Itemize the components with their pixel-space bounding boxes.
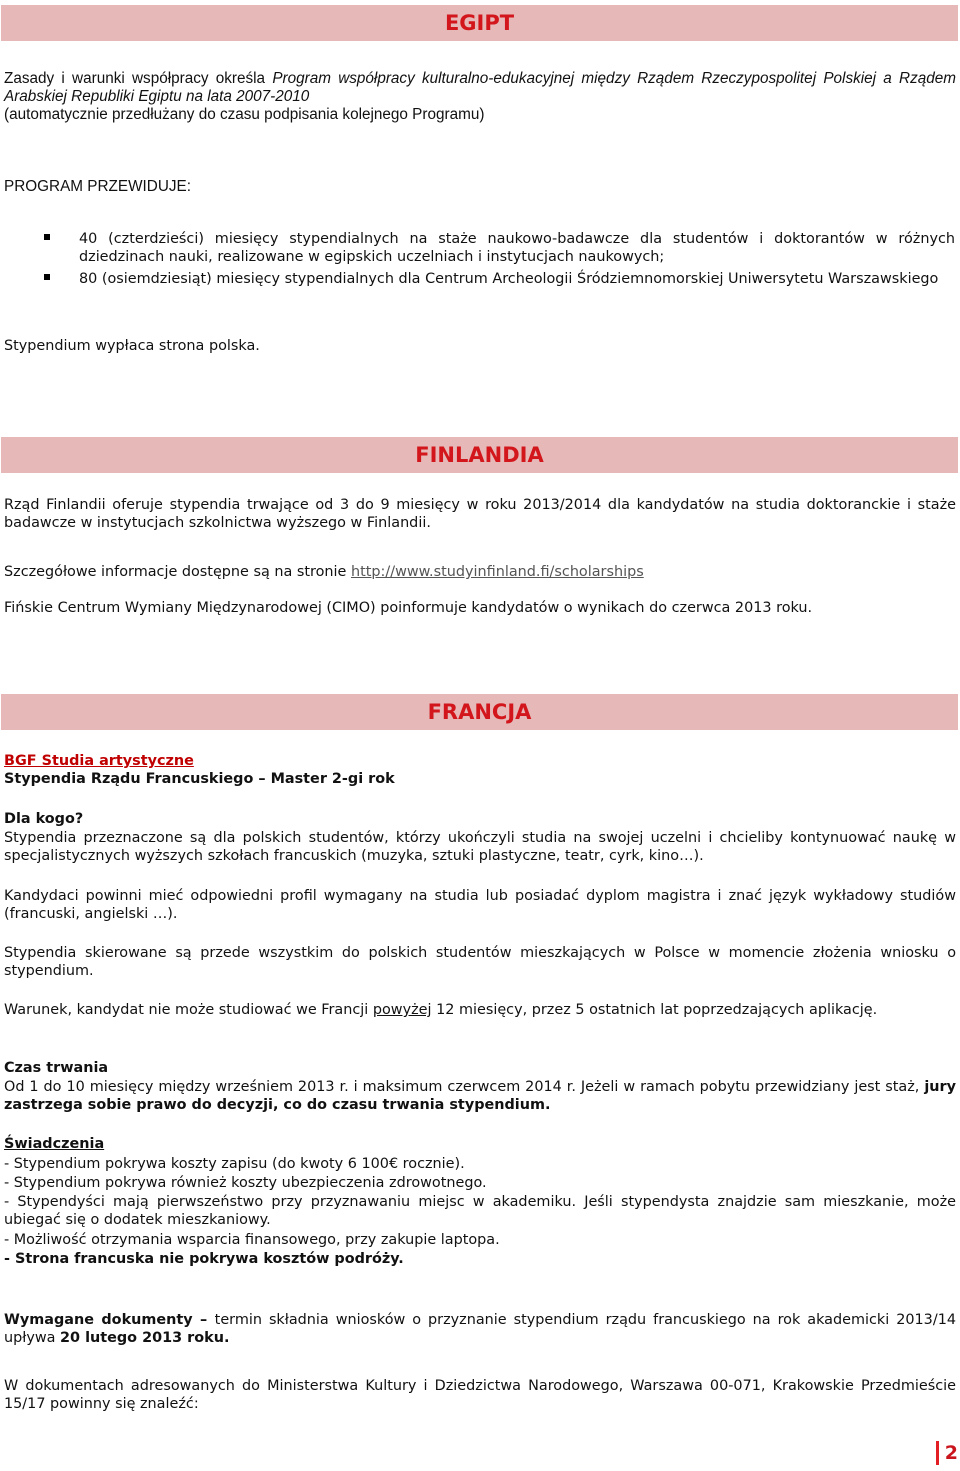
page-number-value: 2 (944, 1442, 958, 1464)
page-number-bar (936, 1441, 939, 1465)
czas-trwania-text: Od 1 do 10 miesięcy między wrześniem 2013 r. i maksimum czerwcem 2014 r. Jeżeli w ramach pobytu przewidziany jest staż, (4, 1079, 925, 1095)
skierowane-paragraph: Stypendia skierowane są przede wszystkim do polskich studentów mieszkających w Polsce w momencie złożenia wniosku o stypendium. (4, 945, 956, 979)
bullet-icon (44, 274, 50, 280)
warunek-pre: Warunek, kandydat nie może studiować we Francji (4, 1002, 373, 1018)
francja-headings (4, 752, 956, 788)
egipt-intro-post: (automatycznie przedłużany do czasu podpisania kolejnego Programu) (4, 106, 485, 123)
finlandia-title: FINLANDIA (415, 443, 544, 467)
egipt-bullet-2: 80 (osiemdziesiąt) miesięcy stypendialnych dla Centrum Archeologii Śródziemnomorskiej Uniwersytetu Warszawskiego (79, 271, 939, 287)
dla-kogo-heading: Dla kogo? (4, 811, 84, 827)
finlandia-info (4, 563, 956, 581)
finlandia-paragraph-3: Fińskie Centrum Wymiany Międzynarodowej (CIMO) poinformuje kandydatów o wynikach do czerwca 2013 roku. (4, 600, 813, 616)
egipt-bullet-1: 40 (czterdzieści) miesięcy stypendialnych na staże naukowo-badawcze dla studentów i doktorantów w różnych dziedzinach nauki, realizowane w egipskich uczelniach i instytucjach naukowych; (79, 231, 955, 265)
wymagane-dokumenty-date: 20 lutego 2013 roku. (60, 1330, 230, 1346)
wymagane-dokumenty-heading: Wymagane dokumenty (4, 1312, 193, 1328)
bullet-icon (44, 234, 50, 240)
wymagane-dokumenty-text: termin składnia wniosków o przyznanie stypendium rządu francuskiego na rok akademicki 2013/14 upływa (4, 1312, 957, 1346)
czas-trwania-bold: jury zastrzega sobie prawo do decyzji, co do czasu trwania stypendium. (4, 1079, 956, 1113)
egipt-program-name: Program współpracy kulturalno-edukacyjnej między Rządem Rzeczypospolitej Polskiej a Rządem Arabskiej Republiki Egiptu na lata 2007-2010 (4, 70, 956, 105)
czas-trwania-paragraph (4, 1078, 956, 1114)
warunek-powyzej: powyżej (372, 1002, 432, 1018)
page-number (936, 1441, 958, 1465)
adres-paragraph: W dokumentach adresowanych do Ministerstwa Kultury i Dziedzictwa Narodowego, Warszawa 00-071, Krakowskie Przedmieście 15/17 powinny się znaleźć: (4, 1378, 956, 1412)
egipt-title: EGIPT (444, 11, 515, 35)
francja-header-band (1, 694, 958, 730)
wymagane-dokumenty-dash: – (192, 1312, 215, 1328)
egipt-intro-pre: Zasady i warunki współpracy określa (4, 70, 273, 87)
finlandia-header-band (1, 437, 958, 473)
wymagane-dokumenty-paragraph (4, 1311, 956, 1347)
egipt-header-band (1, 5, 958, 41)
warunek-post: 12 miesięcy, przez 5 ostatnich lat poprzedzających aplikację. (431, 1002, 878, 1018)
czas-trwania-heading: Czas trwania (4, 1060, 109, 1076)
francja-subtitle: Stypendia Rządu Francuskiego – Master 2-gi rok (4, 771, 395, 787)
kandydaci-paragraph: Kandydaci powinni mieć odpowiedni profil wymagany na studia lub posiadać dyplom magistra i znać język wykładowy studiów (francuski, angielski …). (4, 888, 956, 922)
swiadczenia-item-3: - Stypendyści mają pierwszeństwo przy przyznawaniu miejsc w akademiku. Jeśli stypendysta znajdzie sam mieszkanie, może ubiegać się o dodatek mieszkaniowy. (4, 1194, 956, 1228)
studyinfinland-link[interactable]: http://www.studyinfinland.fi/scholarships (350, 564, 644, 580)
dla-kogo-paragraph: Stypendia przeznaczone są dla polskich studentów, którzy ukończyli studia na swojej uczelni i chcieliby kontynuować naukę w specjalistycznych wyższych szkołach francuskich (muzyka, sztuki plastyczne, teatr, cyrk, kino…). (4, 830, 956, 864)
egipt-stipend-note: Stypendium wypłaca strona polska. (4, 338, 260, 354)
swiadczenia-item-5: - Strona francuska nie pokrywa kosztów podróży. (4, 1251, 404, 1267)
swiadczenia-item-4: - Możliwość otrzymania wsparcia finansowego, przy zakupie laptopa. (4, 1232, 500, 1248)
egipt-intro (4, 70, 956, 124)
egipt-program-heading: PROGRAM PRZEWIDUJE: (4, 178, 191, 195)
swiadczenia-item-2: - Stypendium pokrywa również koszty ubezpieczenia zdrowotnego. (4, 1175, 487, 1191)
swiadczenia-item-1: - Stypendium pokrywa koszty zapisu (do kwoty 6 100€ rocznie). (4, 1156, 465, 1172)
swiadczenia-heading: Świadczenia (4, 1136, 105, 1152)
francja-title: FRANCJA (427, 700, 532, 724)
finlandia-paragraph-1: Rząd Finlandii oferuje stypendia trwające od 3 do 9 miesięcy w roku 2013/2014 dla kandydatów na studia doktoranckie i staże badawcze w instytucjach szkolnictwa wyższego w Finlandii. (4, 497, 956, 531)
bgf-studia-link[interactable]: BGF Studia artystyczne (4, 753, 194, 769)
finlandia-info-text: Szczegółowe informacje dostępne są na stronie (4, 564, 351, 580)
warunek-paragraph (4, 1001, 956, 1019)
